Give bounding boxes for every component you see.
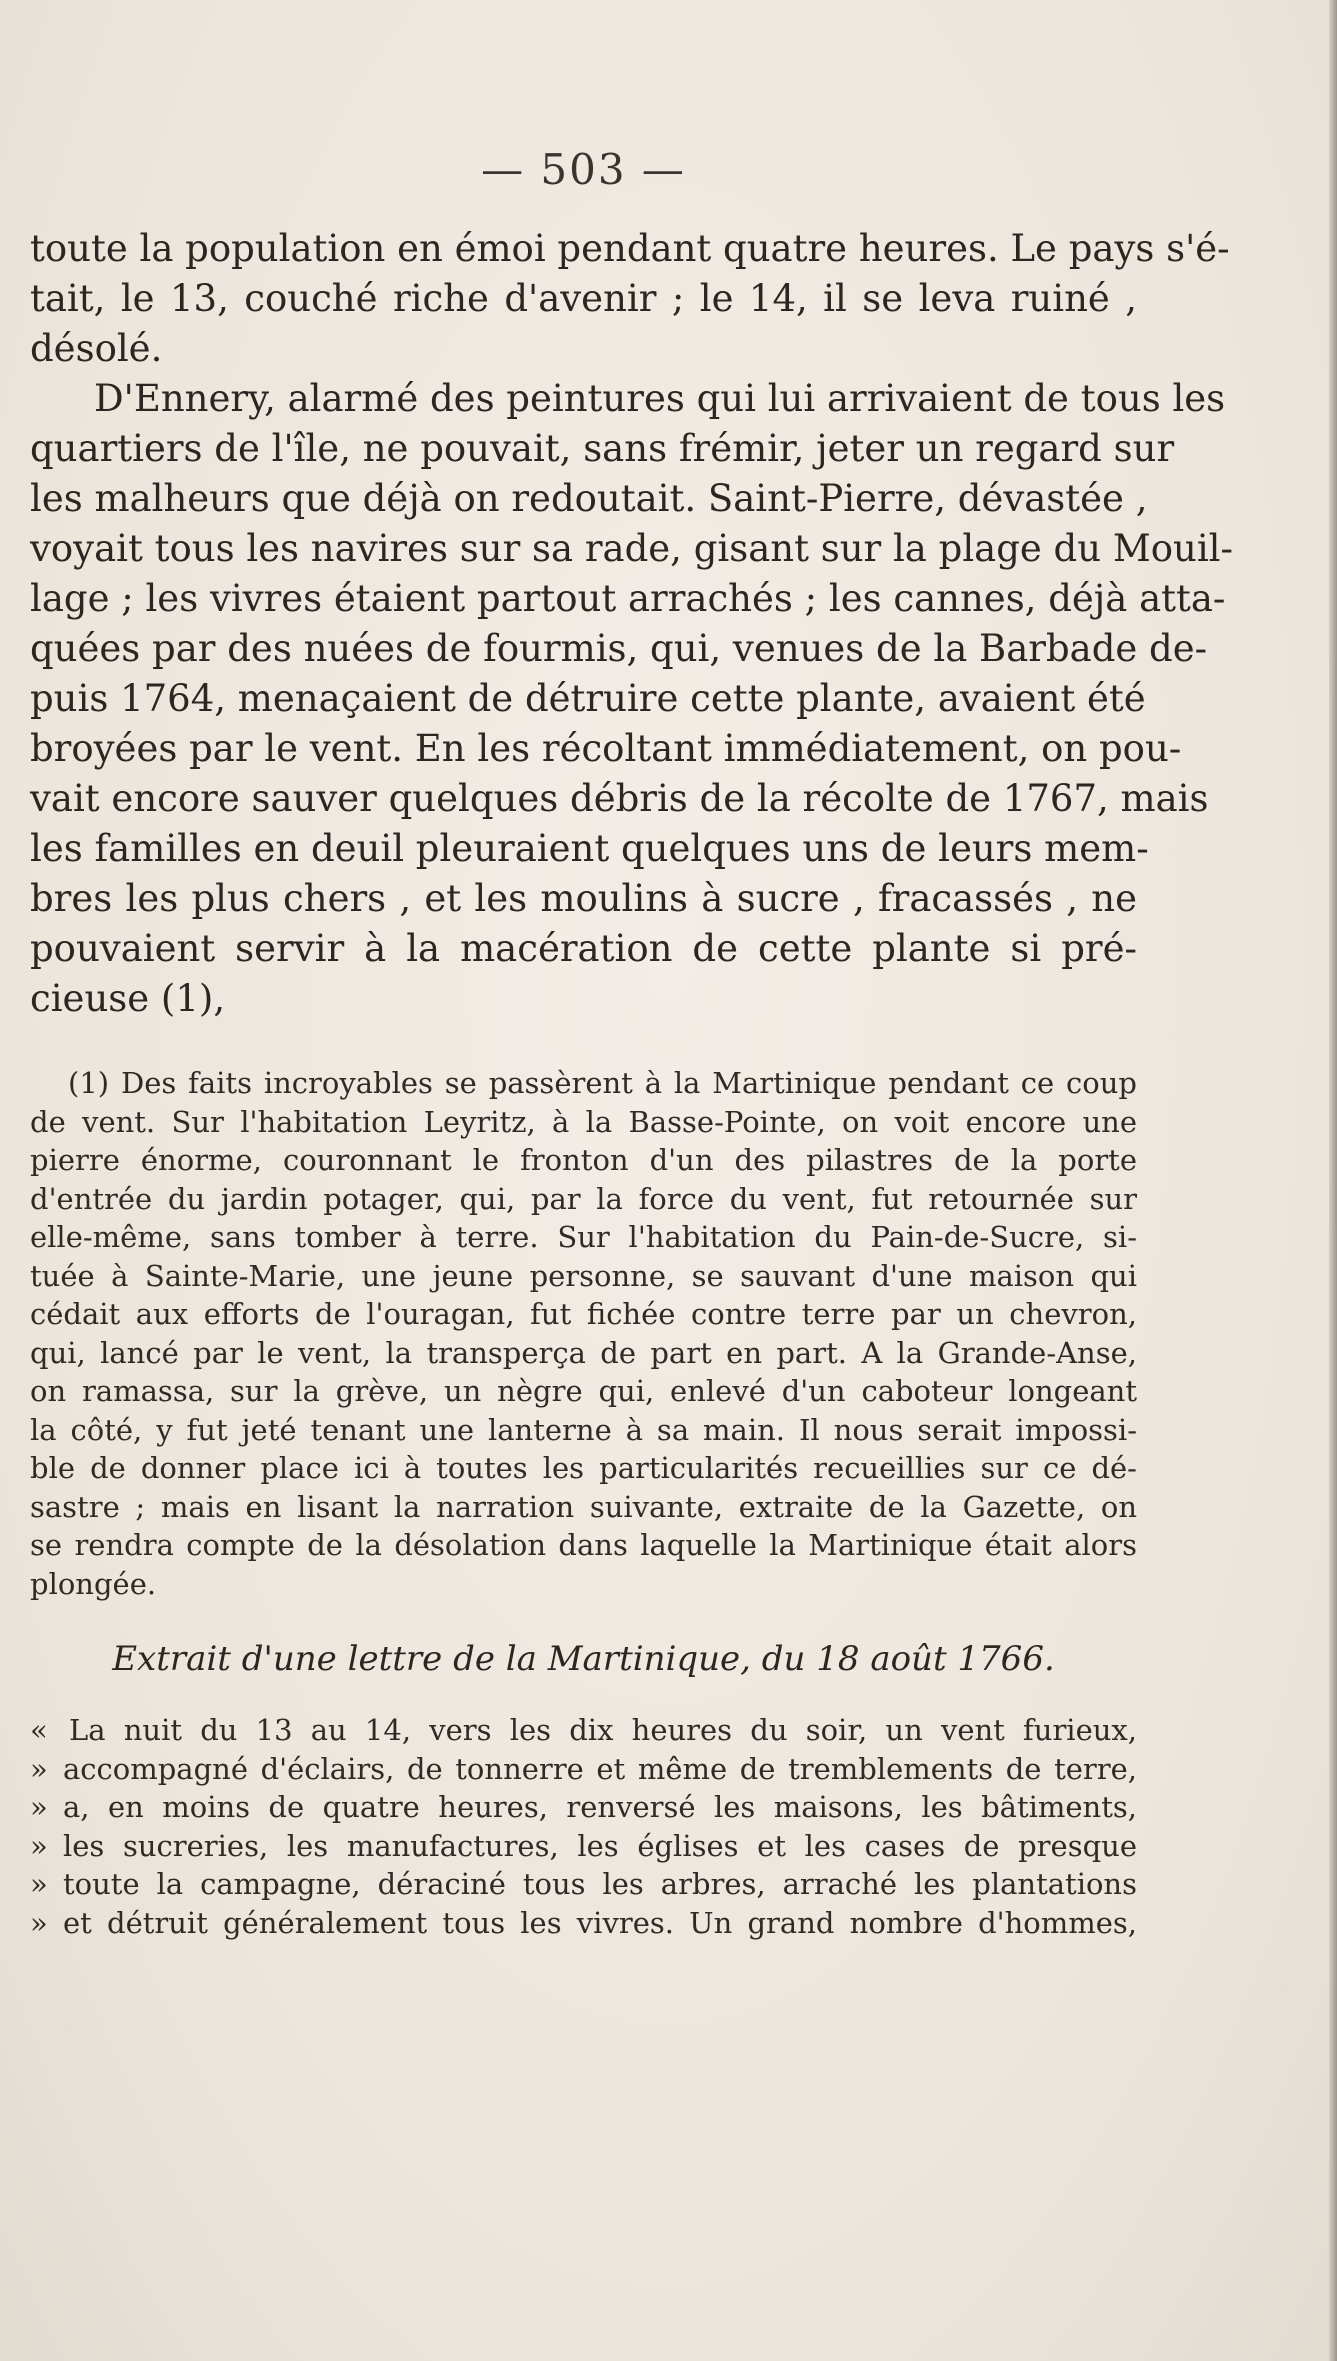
footnote-line: sastre ; mais en lisant la narration suivante, extraite de la Gazette, on (30, 1489, 1137, 1524)
quote-text: les sucreries, les manufactures, les églises et les cases de presque (63, 1828, 1137, 1863)
body-line: pouvaient servir à la macération de cette plante si pré- (30, 927, 1137, 970)
quote-mark: » (30, 1751, 48, 1786)
footnote-line: se rendra compte de la désolation dans laquelle la Martinique était alors (30, 1528, 1137, 1562)
quote-text: accompagné d'éclairs, de tonnerre et même de tremblements de terre, (63, 1751, 1137, 1786)
body-line: toute la population en émoi pendant quatre heures. Le pays s'é- (30, 227, 1230, 270)
quote-mark: » (30, 1790, 48, 1824)
body-line: bres les plus chers , et les moulins à sucre , fracassés , ne (30, 877, 1137, 920)
quote-line (30, 1865, 1137, 1904)
footnote-line: tuée à Sainte-Marie, une jeune personne, se sauvant d'une maison qui (30, 1258, 1137, 1293)
body-line: broyées par le vent. En les récoltant immédiatement, on pou- (30, 727, 1182, 770)
body-line: désolé. (30, 327, 163, 370)
body-line: tait, le 13, couché riche d'avenir ; le 14, il se leva ruiné , (30, 277, 1137, 320)
main-body (30, 224, 1233, 1024)
body-line: cieuse (1), (30, 977, 226, 1020)
footnote-line: (1) Des faits incroyables se passèrent à la Martinique pendant ce coup (68, 1066, 1137, 1100)
quote-text: a, en moins de quatre heures, renversé les maisons, les bâtiments, (63, 1790, 1137, 1824)
quote-text: et détruit généralement tous les vivres. Un grand nombre d'hommes, (63, 1905, 1137, 1940)
footnote-line: ble de donner place ici à toutes les particularités recueillies sur ce dé- (30, 1451, 1137, 1485)
quote-line (30, 1750, 1137, 1789)
quote-mark: « (30, 1713, 48, 1747)
page-edge-shadow (1329, 0, 1337, 2361)
text-block (30, 145, 1233, 1942)
quote-mark: » (30, 1828, 48, 1863)
quote-text: toute la campagne, déraciné tous les arbres, arraché les plantations (63, 1867, 1137, 1901)
footnote-line: de vent. Sur l'habitation Leyritz, à la Basse-Pointe, on voit encore une (30, 1104, 1137, 1139)
body-line: puis 1764, menaçaient de détruire cette plante, avaient été (30, 677, 1146, 720)
quote-text: La nuit du 13 au 14, vers les dix heures du soir, un vent furieux, (69, 1713, 1137, 1747)
body-line: D'Ennery, alarmé des peintures qui lui arrivaient de tous les (94, 377, 1226, 420)
body-line: quartiers de l'île, ne pouvait, sans frémir, jeter un regard sur (30, 427, 1175, 470)
extract-title-text: Extrait d'une lettre de la Martinique, du 18 août 1766. (112, 1639, 1055, 1679)
body-line: vait encore sauver quelques débris de la récolte de 1767, mais (30, 777, 1209, 820)
footnote (30, 1064, 1137, 1603)
body-line: quées par des nuées de fourmis, qui, venues de la Barbade de- (30, 627, 1208, 670)
footnote-line: d'entrée du jardin potager, qui, par la force du vent, fut retournée sur (30, 1181, 1137, 1216)
page-number: — 503 — (481, 145, 686, 194)
body-line: les familles en deuil pleuraient quelques uns de leurs mem- (30, 827, 1149, 870)
extract-title (30, 1639, 1137, 1679)
quote-line (30, 1904, 1137, 1943)
body-line: les malheurs que déjà on redoutait. Saint-Pierre, dévastée , (30, 477, 1148, 520)
footnote-line: plongée. (30, 1566, 157, 1601)
body-line: voyait tous les navires sur sa rade, gisant sur la plage du Mouil- (30, 527, 1233, 570)
footnote-line: elle-même, sans tomber à terre. Sur l'habitation du Pain-de-Sucre, si- (30, 1220, 1137, 1254)
quote-mark: » (30, 1905, 48, 1940)
body-line: lage ; les vivres étaient partout arrachés ; les cannes, déjà atta- (30, 577, 1226, 620)
quote-line (30, 1788, 1137, 1827)
footnote-line: pierre énorme, couronnant le fronton d'un des pilastres de la porte (30, 1143, 1137, 1177)
quote-line (30, 1711, 1137, 1750)
quoted-letter (30, 1711, 1137, 1942)
footnote-line: on ramassa, sur la grève, un nègre qui, enlevé d'un caboteur longeant (30, 1374, 1137, 1408)
footnote-line: qui, lancé par le vent, la transperça de part en part. A la Grande-Anse, (30, 1335, 1137, 1370)
quote-mark: » (30, 1867, 48, 1901)
quote-line (30, 1827, 1137, 1866)
footnote-line: cédait aux efforts de l'ouragan, fut fichée contre terre par un chevron, (30, 1297, 1137, 1331)
footnote-line: la côté, y fut jeté tenant une lanterne à sa main. Il nous serait impossi- (30, 1412, 1137, 1447)
